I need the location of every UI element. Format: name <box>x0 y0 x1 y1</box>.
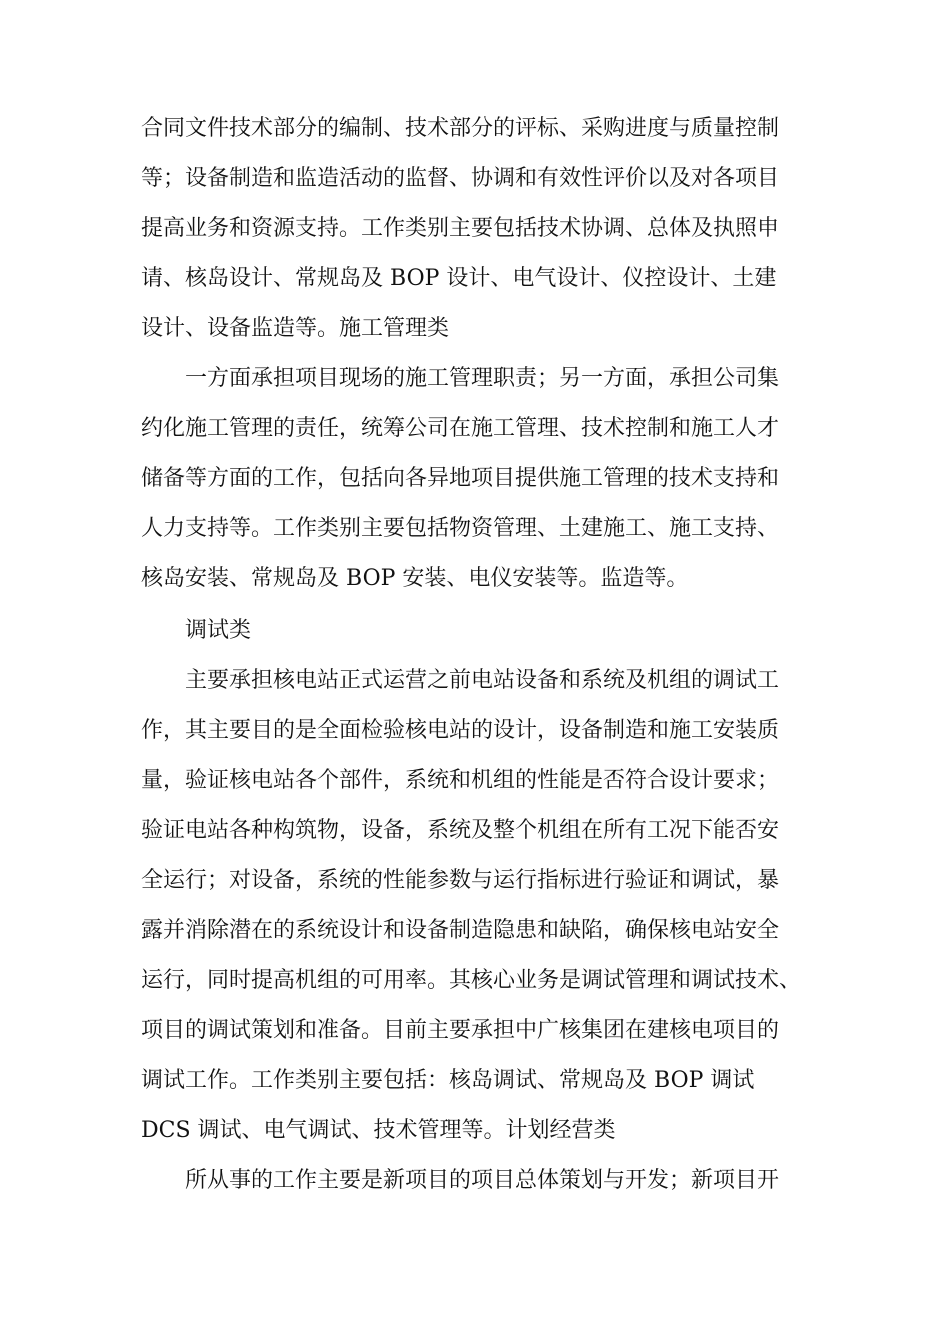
text-line: 验证电站各种构筑物，设备，系统及整个机组在所有工况下能否安 <box>141 818 780 843</box>
text-line: 设计、设备监造等。施工管理类 <box>141 316 450 341</box>
text-line: 量，验证核电站各个部件，系统和机组的性能是否符合设计要求； <box>141 768 780 793</box>
text-line: 核岛安装、常规岛及 BOP 安装、电仪安装等。监造等。 <box>141 566 689 591</box>
text-line: 调试工作。工作类别主要包括：核岛调试、常规岛及 BOP 调试 <box>141 1068 755 1093</box>
text-line: 合同文件技术部分的编制、技术部分的评标、采购进度与质量控制 <box>141 116 780 141</box>
text-line: 露并消除潜在的系统设计和设备制造隐患和缺陷，确保核电站安全 <box>141 918 780 943</box>
text-line: 运行，同时提高机组的可用率。其核心业务是调试管理和调试技术、 <box>141 968 802 993</box>
text-line: 人力支持等。工作类别主要包括物资管理、土建施工、施工支持、 <box>141 516 780 541</box>
paragraph-start-line: 主要承担核电站正式运营之前电站设备和系统及机组的调试工 <box>185 668 780 693</box>
text-line: 作，其主要目的是全面检验核电站的设计，设备制造和施工安装质 <box>141 718 780 743</box>
paragraph-start-line: 一方面承担项目现场的施工管理职责；另一方面，承担公司集 <box>185 366 780 391</box>
text-line: 约化施工管理的责任，统筹公司在施工管理、技术控制和施工人才 <box>141 416 780 441</box>
document-body <box>141 104 841 1206</box>
text-line: DCS 调试、电气调试、技术管理等。计划经营类 <box>141 1118 616 1143</box>
text-line: 请、核岛设计、常规岛及 BOP 设计、电气设计、仪控设计、土建 <box>141 266 777 291</box>
text-line: 项目的调试策划和准备。目前主要承担中广核集团在建核电项目的 <box>141 1018 780 1043</box>
text-line: 全运行；对设备，系统的性能参数与运行指标进行验证和调试，暴 <box>141 868 780 893</box>
paragraph-start-line: 所从事的工作主要是新项目的项目总体策划与开发；新项目开 <box>185 1168 780 1193</box>
text-line: 储备等方面的工作，包括向各异地项目提供施工管理的技术支持和 <box>141 466 780 491</box>
text-line: 等；设备制造和监造活动的监督、协调和有效性评价以及对各项目 <box>141 166 780 191</box>
section-heading: 调试类 <box>185 618 252 643</box>
text-line: 提高业务和资源支持。工作类别主要包括技术协调、总体及执照申 <box>141 216 780 241</box>
